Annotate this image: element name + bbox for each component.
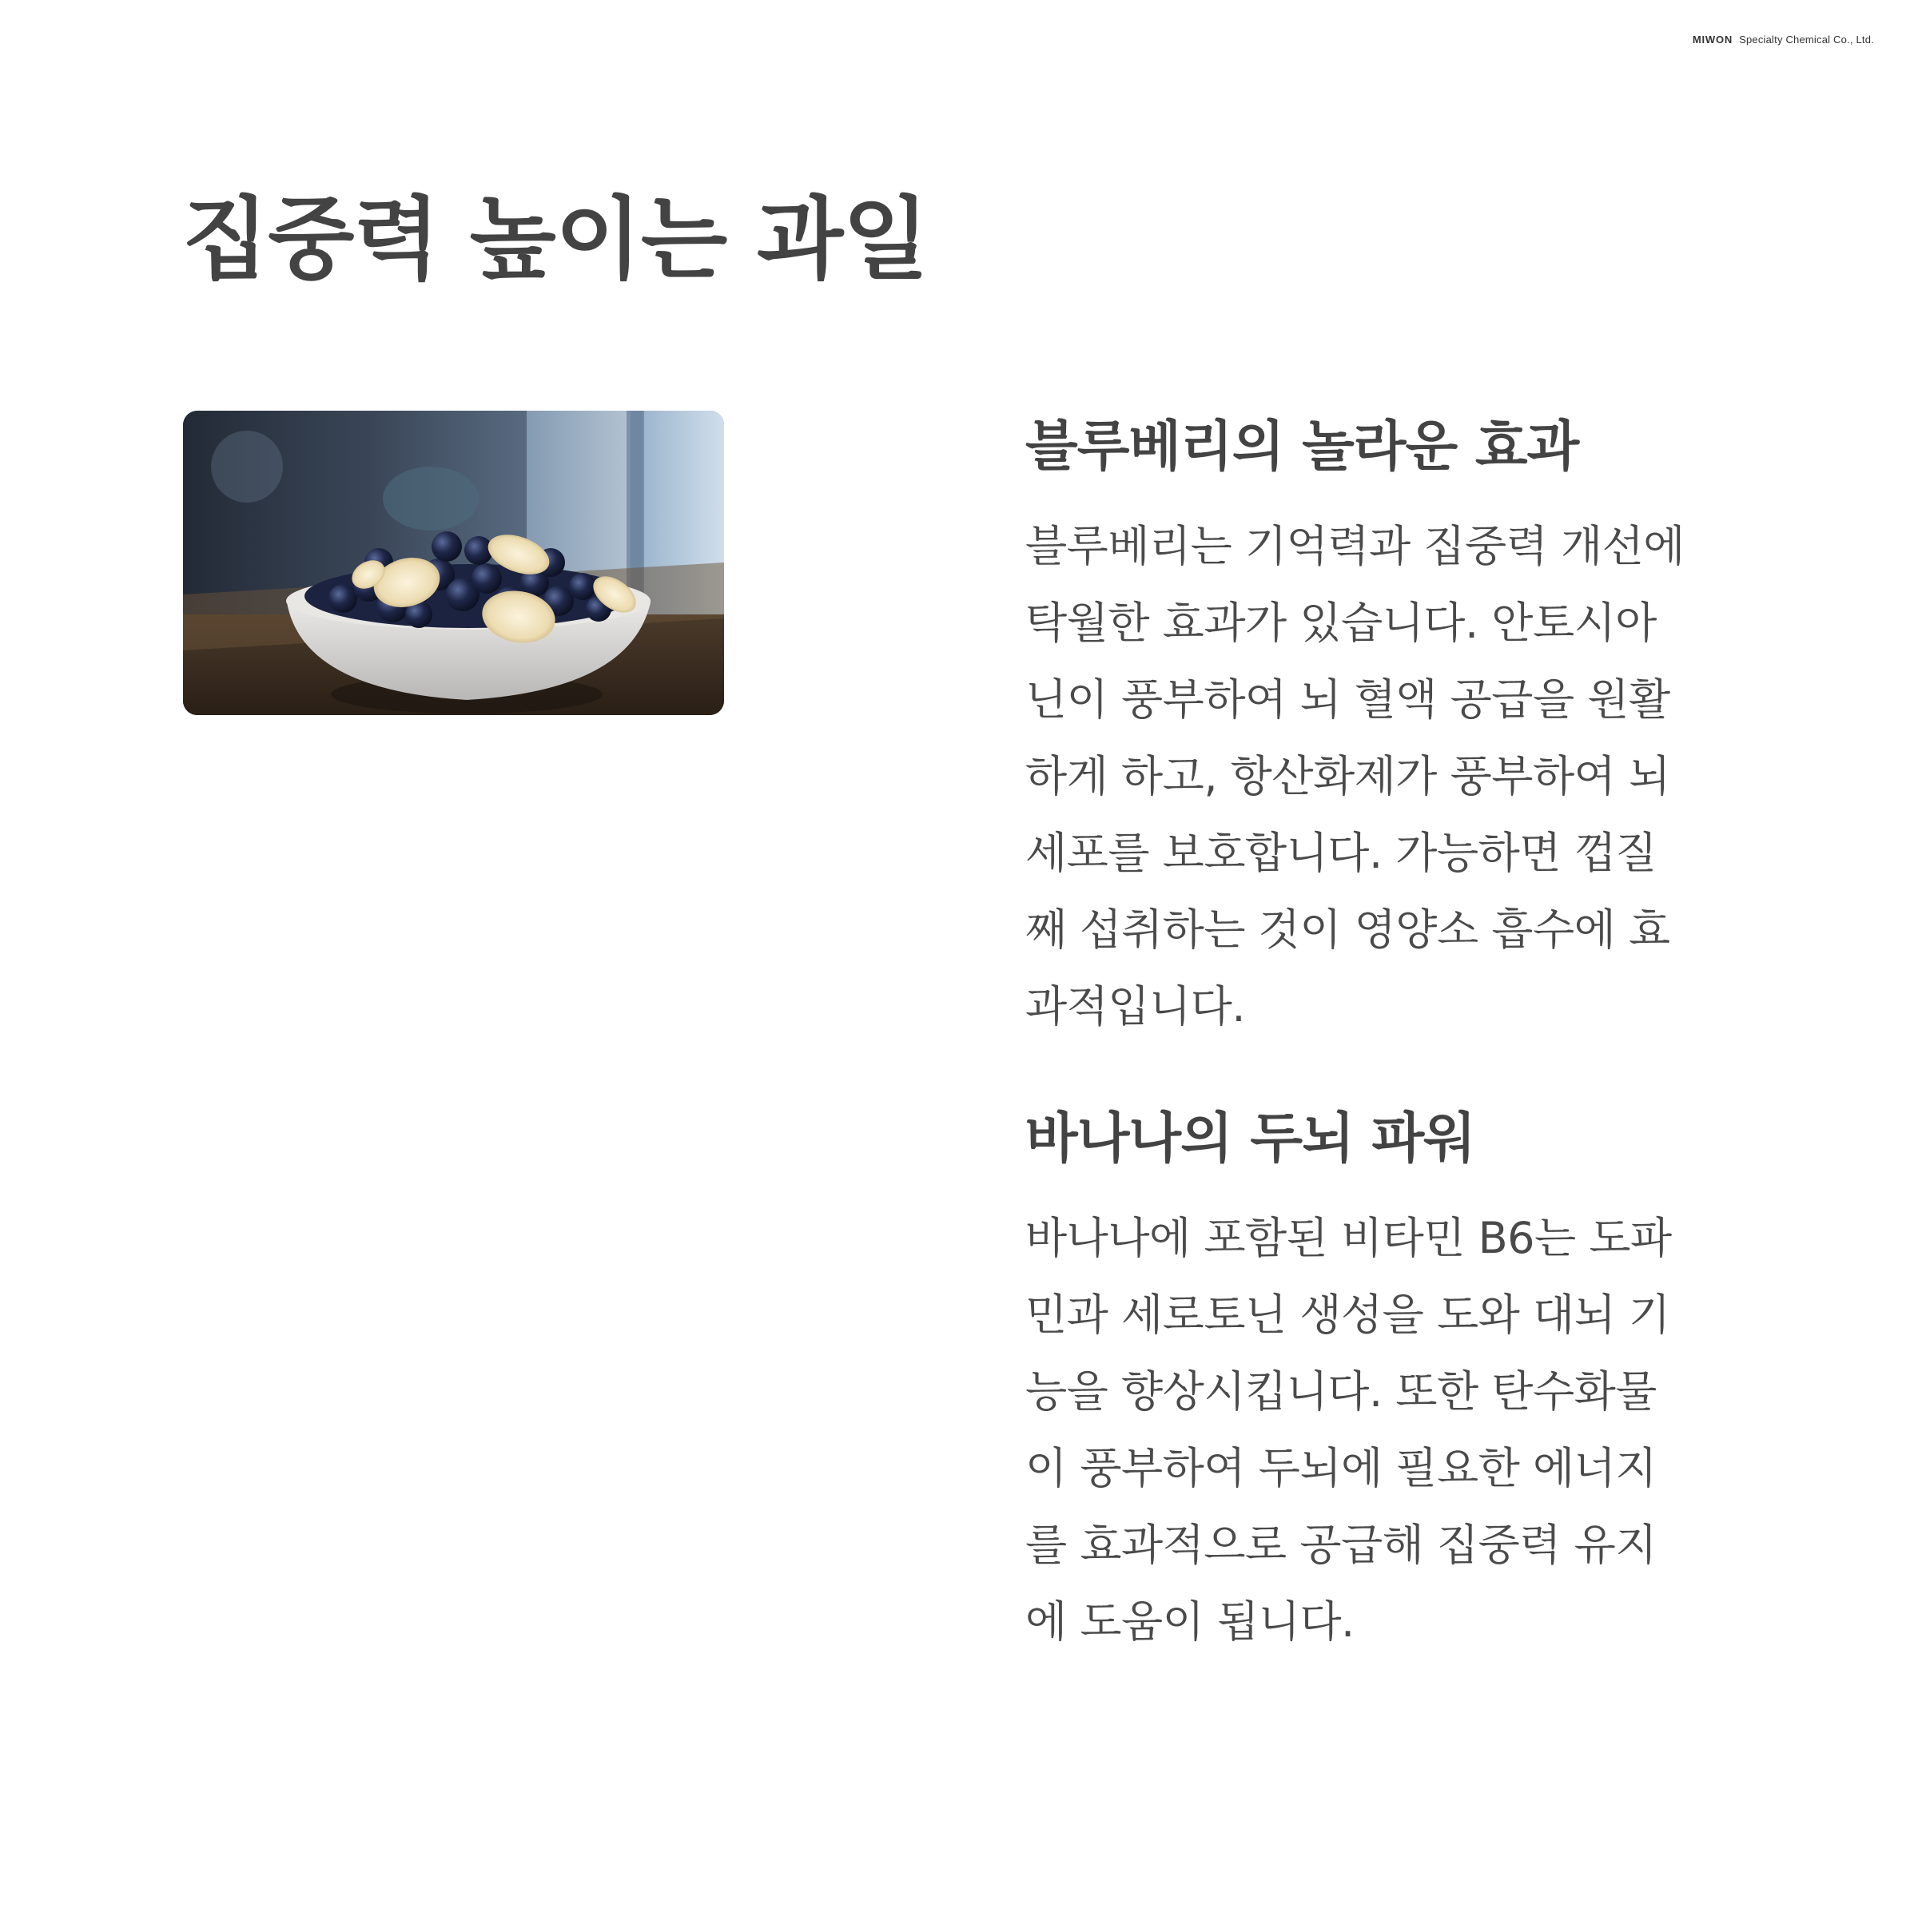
section-heading: 바나나의 두뇌 파워 — [1025, 1107, 1475, 1171]
blueberry-section — [1025, 400, 1785, 1045]
brand-name: MIWON — [1692, 34, 1733, 46]
section-body: 블루베리는 기억력과 집중력 개선에 탁월한 효과가 있습니다. 안토시아 닌이 풍부하여 뇌 혈액 공급을 원활 하게 하고, 항산화제가 풍부하여 뇌 세포를 보호합니다. 가능하면 껍질 째 섭취하는 것이 영양소 흡수에 효 과적입니다. — [1025, 521, 1685, 1032]
brand-logo — [1693, 34, 1874, 46]
page-title: 집중력 높이는 과일 — [182, 188, 929, 292]
fruit-bowl-photo — [183, 411, 724, 715]
content-column — [1025, 400, 1785, 1660]
banana-section — [1025, 1091, 1785, 1660]
section-body: 바나나에 포함된 비타민 B6는 도파 민과 세로토닌 생성을 도와 대뇌 기 능을 향상시킵니다. 또한 탄수화물 이 풍부하여 두뇌에 필요한 에너지 를 효과적으로 공급해 집중력 유지 에 도움이 됩니다. — [1025, 1213, 1672, 1647]
section-heading: 블루베리의 놀라운 효과 — [1025, 415, 1579, 479]
brand-subtitle: Specialty Chemical Co., Ltd. — [1739, 34, 1874, 46]
